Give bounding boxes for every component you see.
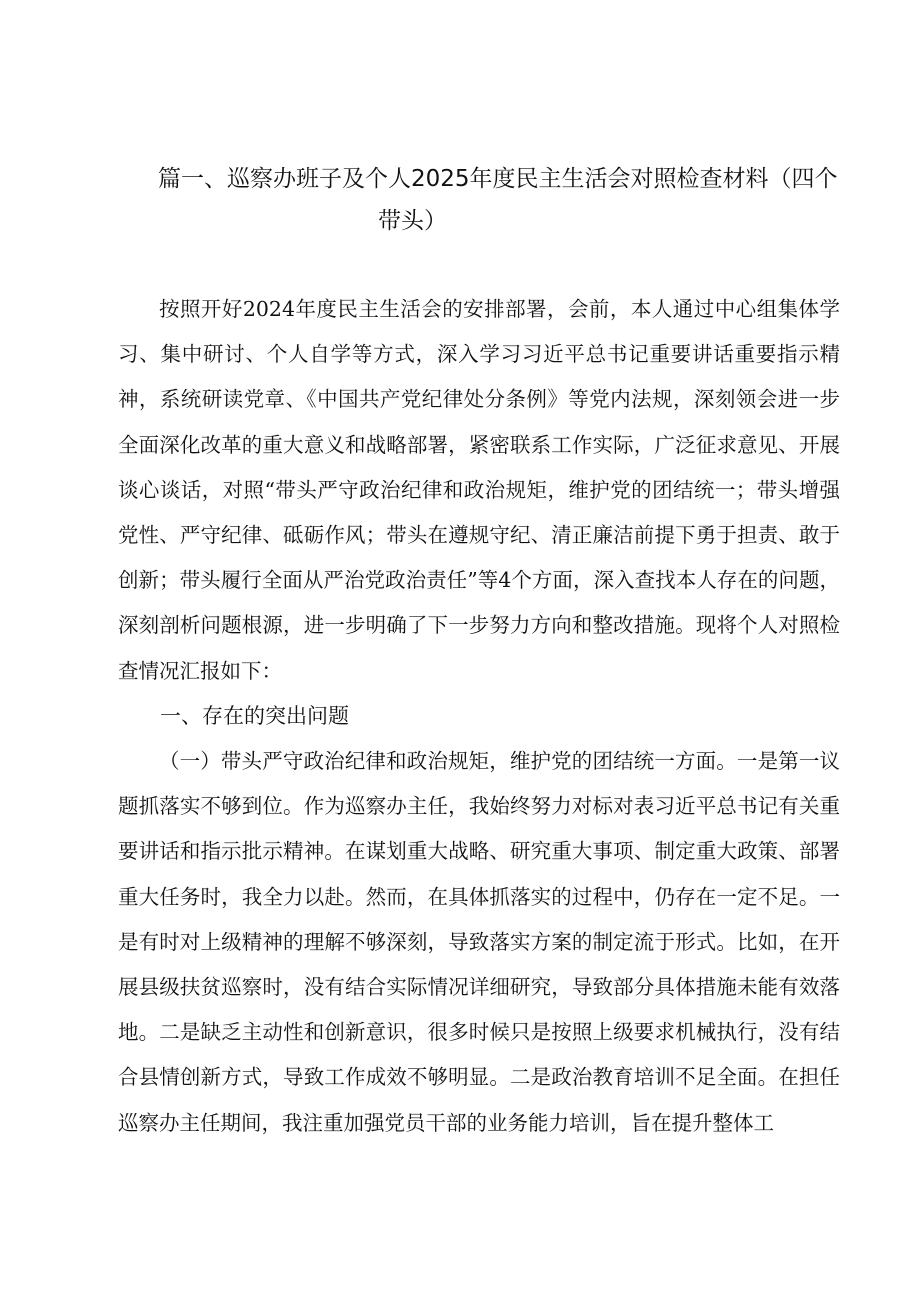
section-paragraph: （一）带头严守政治纪律和政治规矩，维护党的团结统一方面。一是第一议题抓落实不够到位。作为巡察办主任，我始终努力对标对表习近平总书记有关重要讲话和指示批示精神。在谋划重大战略、研究重大事项、制定重大政策、部署重大任务时，我全力以赴。然而，在具体抓落实的过程中，仍存在一定不足。一是有时对上级精神的理解不够深刻，导致落实方案的制定流于形式。比如，在开展县级扶贫巡察时，没有结合实际情况详细研究，导致部分具体措施未能有效落地。二是缺乏主动性和创新意识，很多时候只是按照上级要求机械执行，没有结合县情创新方式，导致工作成效不够明显。二是政治教育培训不足全面。在担任巡察办主任期间，我注重加强党员干部的业务能力培训，旨在提升整体工 [118,749,840,1135]
intro-paragraph: 按照开好2024年度民主生活会的安排部署，会前，本人通过中心组集体学习、集中研讨、个人自学等方式，深入学习习近平总书记重要讲话重要指示精神，系统研读党章、《中国共产党纪律处分条例》等党内法规，深刻领会进一步全面深化改革的重大意义和战略部署，紧密联系工作实际，广泛征求意见、开展谈心谈话，对照“带头严守政治纪律和政治规矩，维护党的团结统一；带头增强党性、严守纪律、砥砺作风；带头在遵规守纪、清正廉洁前提下勇于担责、敢于创新；带头履行全面从严治党政治责任”等4个方面，深入查找本人存在的问题，深刻剖析问题根源，进一步明确了下一步努力方向和整改措施。现将个人对照检查情况汇报如下： [118,297,840,683]
title-line-2: 带头） [378,208,447,234]
section-heading: 一、存在的突出问题 [160,703,349,728]
document-body [118,287,840,1146]
title-line-1: 篇一、巡察办班子及个人2025年度民主生活会对照检查材料（四个 [158,166,838,192]
document-title [158,158,848,242]
